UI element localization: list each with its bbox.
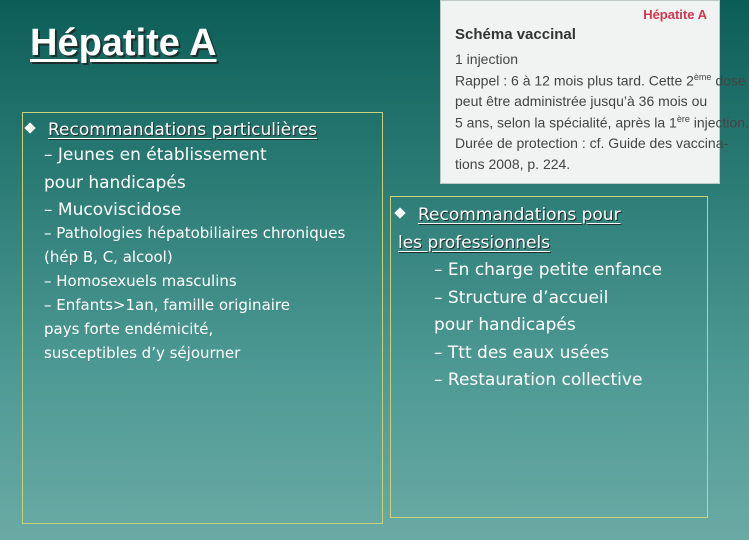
right-item: – Structure d’accueil [434,288,609,308]
left-item: pour handicapés [44,173,186,193]
left-heading-text: Recommandations particulières [48,120,318,140]
left-item: (hép B, C, alcool) [44,248,173,266]
card-line: peut être administrée jusqu’à 36 mois ou [455,93,708,109]
left-item: pays forte endémicité, [44,320,214,338]
page-title: Hépatite A [30,22,217,64]
right-heading-text-1: Recommandations pour [418,205,621,225]
card-title: Schéma vaccinal [455,26,576,43]
card-line: 5 ans, selon la spécialité, après la 1ère injection. [455,114,749,131]
right-item: – Restauration collective [434,370,643,390]
diamond-bullet-icon [24,122,35,133]
left-heading [26,120,317,140]
right-item: – En charge petite enfance [434,260,663,280]
left-item: – Mucoviscidose [44,200,182,220]
right-item: – Ttt des eaux usées [434,343,610,363]
right-item: pour handicapés [434,315,576,335]
right-heading-line-2: les professionnels [398,233,551,253]
left-item: – Homosexuels masculins [44,272,237,290]
right-heading [396,205,621,225]
card-line: Rappel : 6 à 12 mois plus tard. Cette 2ème dose [455,72,746,89]
vaccination-schedule-card [440,0,749,184]
card-line: tions 2008, p. 224. [455,156,571,172]
left-item: susceptibles d’y séjourner [44,344,241,362]
left-item: – Jeunes en établissement [44,145,267,165]
card-tag: Hépatite A [643,7,707,22]
card-line: 1 injection [455,51,519,67]
card-line: Durée de protection : cf. Guide des vaccina- [455,135,729,151]
left-item: – Pathologies hépatobiliaires chroniques [44,224,346,242]
left-item: – Enfants>1an, famille originaire [44,296,290,314]
diamond-bullet-icon [394,207,405,218]
